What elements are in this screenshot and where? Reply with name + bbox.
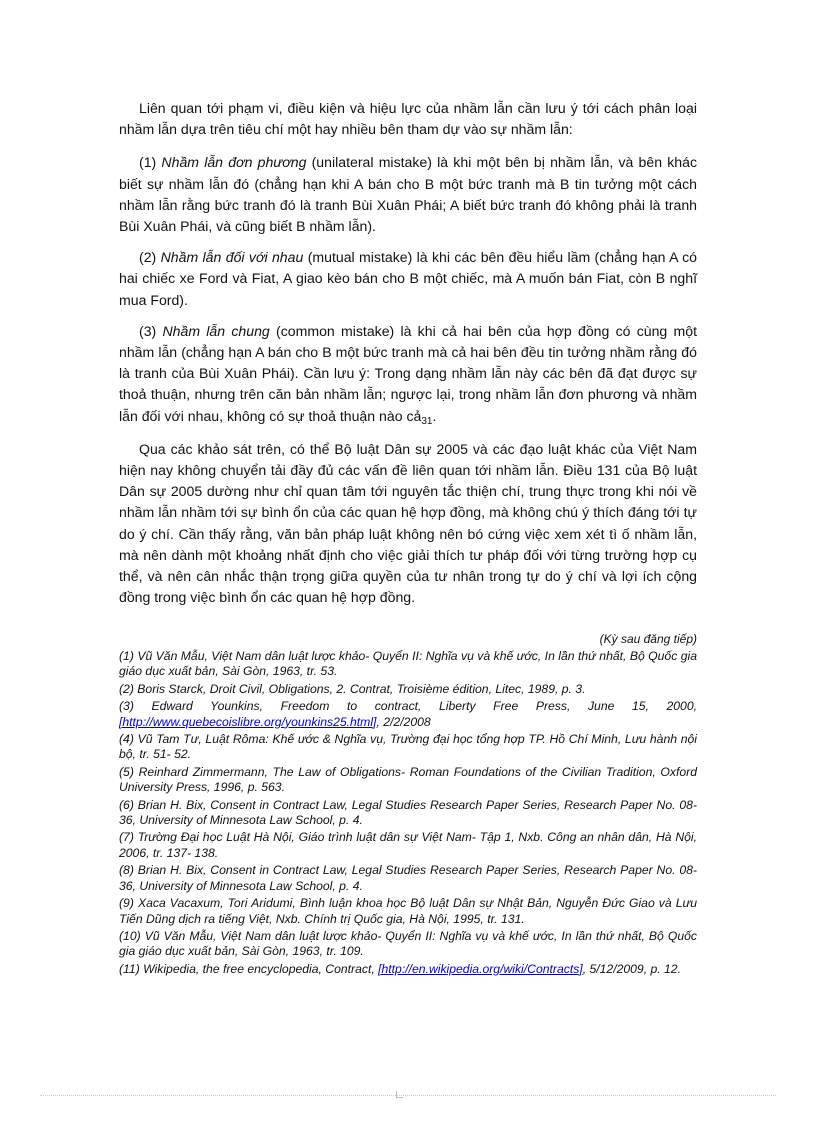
footnote-3-date: , 2/2/2008 (376, 714, 431, 729)
footnote-3 (119, 699, 697, 730)
footnote-3-text: (3) Edward Younkins, Freedom to contract, Liberty Free Press, June 15, 2000, (119, 699, 697, 714)
footnote-reference: 31 (421, 415, 433, 427)
p2-text: (mutual mistake) là khi các bên đều hiểu lầm (chẳng hạn A có hai chiếc xe Ford và Fiat, A giao kèo bán cho B một chiếc, mà A muốn bán Fiat, còn B nghĩ mua Ford). (119, 249, 697, 308)
conclusion-paragraph: Qua các khảo sát trên, có thể Bộ luật Dân sự 2005 và các đạo luật khác của Việt Nam hiện nay không chuyển tải đầy đủ các vấn đề liên quan tới nhầm lẫn. Điều 131 của Bộ luật Dân sự 2005 dường như chỉ quan tâm tới nguyên tắc thiện chí, trung thực trong khi nói về nhầm lẫn nhầm tới sự bình ổn của các quan hệ hợp đồng, mà không chú ý thích đáng tới tự do ý chí. Cần thấy rằng, văn bản pháp luật không nên bó cứng việc xem xét tì ố nhầm lẫn, mà nên dành một khoảng nhất định cho việc giải thích tư pháp đối với từng trường hợp cụ thể, và nên cân nhắc thận trọng giữa quyền của tư nhân trong tự do ý chí và lợi ích cộng đồng trong việc bình ổn các quan hệ hợp đồng. (119, 440, 697, 606)
footnote-11-text: (11) Wikipedia, the free encyclopedia, Contract, (119, 961, 379, 976)
footnote-11 (119, 962, 697, 977)
p1-text: (unilateral mistake) là khi một bên bị nhầm lẫn, và bên khác biết sự nhầm lẫn đó (chẳng hạn khi A bán cho B một bức tranh mà B tin tưởng một cách nhầm lẫn rằng bức tranh đó là tranh Bùi Xuân Phái; A biết bức tranh đó không phải là tranh Bùi Xuân Phái, và cũng biết B nhầm lẫn). (119, 154, 698, 235)
footnote-6: (6) Brian H. Bix, Consent in Contract Law, Legal Studies Research Paper Series, Research Paper No. 08-36, University of Minnesota Law School, p. 4. (119, 797, 697, 828)
common-mistake-paragraph (119, 321, 697, 429)
footnote-3-link[interactable]: [http://www.quebecoislibre.org/younkins25.html] (119, 714, 377, 729)
footnote-2: (2) Boris Starck, Droit Civil, Obligations, 2. Contrat, Troisième édition, Litec, 1989, p. 3. (119, 681, 586, 696)
continued-note: (Kỳ sau đăng tiếp) (599, 632, 697, 646)
footnote-11-end: , 5/12/2009, p. 12. (582, 961, 681, 976)
p2-number: (2) (139, 249, 161, 266)
intro-paragraph: Liên quan tới phạm vi, điều kiện và hiệu lực của nhầm lẫn cần lưu ý tới cách phân loại nhầm lẫn dựa trên tiêu chí một hay nhiều bên tham dự vào sự nhầm lẫn: (119, 100, 697, 138)
p2-term: Nhầm lẫn đối với nhau (160, 249, 304, 266)
mutual-mistake-paragraph (119, 247, 697, 311)
p1-term: Nhầm lẫn đơn phương (161, 154, 307, 171)
p3-number: (3) (139, 322, 163, 339)
footnote-11-link[interactable]: [http://en.wikipedia.org/wiki/Contracts] (378, 961, 583, 976)
p3-text: (common mistake) là khi cả hai bên của hợp đồng có cùng một nhầm lẫn (chẳng hạn A bán cho B một bức tranh mà cả hai bên đều tin tưởng nhầm rằng đó là tranh của Bùi Xuân Phái). Cần lưu ý: Trong dạng nhầm lẫn này các bên đã đạt được sự thoả thuận, nhưng trên căn bản nhầm lẫn; ngược lại, trong nhầm lẫn đơn phương và nhầm lẫn đối với nhau, không có sự thoả thuận nào cả (119, 322, 698, 424)
footnote-1: (1) Vũ Văn Mẫu, Việt Nam dân luật lược khảo- Quyển II: Nghĩa vụ và khế ước, In lần thứ nhất, Bộ Quốc gia giáo dục xuất bản, Sài Gòn, 1963, tr. 53. (119, 649, 697, 679)
footnote-9: (9) Xaca Vacaxum, Tori Aridumi, Bình luận khoa học Bộ luật Dân sự Nhật Bản, Nguyễn Đức Giao và Lưu Tiến Dũng dịch ra tiếng Việt, Nxb. Chính trị Quốc gia, Hà Nội, 1995, tr. 131. (119, 896, 697, 926)
page-corner-mark (396, 1091, 403, 1098)
footnote-7: (7) Trường Đại học Luật Hà Nội, Giáo trình luật dân sự Việt Nam- Tập 1, Nxb. Công an nhân dân, Hà Nội, 2006, tr. 137- 138. (119, 830, 697, 860)
footnotes-section (119, 632, 697, 979)
footnote-8: (8) Brian H. Bix, Consent in Contract Law, Legal Studies Research Paper Series, Research Paper No. 08-36, University of Minnesota Law School, p. 4. (119, 863, 697, 893)
unilateral-mistake-paragraph (119, 152, 697, 237)
page-bottom-divider (40, 1095, 776, 1096)
footnote-10: (10) Vũ Văn Mẫu, Việt Nam dân luật lược khảo- Quyển II: Nghĩa vụ và khế ước, In lần thứ nhất, Bộ Quốc gia giáo dục xuất bản, Sài Gòn, 1963, tr. 109. (119, 928, 697, 959)
article-body (119, 98, 697, 618)
footnote-4: (4) Vũ Tam Tư, Luật Rôma: Khế ước & Nghĩa vụ, Trường đại học tổng hợp TP. Hồ Chí Minh, Lưu hành nội bộ, tr. 51- 52. (119, 732, 697, 762)
p3-term: Nhầm lẫn chung (162, 322, 270, 339)
p3-end: . (432, 407, 437, 424)
p1-number: (1) (139, 154, 162, 171)
footnote-5: (5) Reinhard Zimmermann, The Law of Obligations- Roman Foundations of the Civilian Tradition, Oxford University Press, 1996, p. 563. (119, 764, 697, 795)
